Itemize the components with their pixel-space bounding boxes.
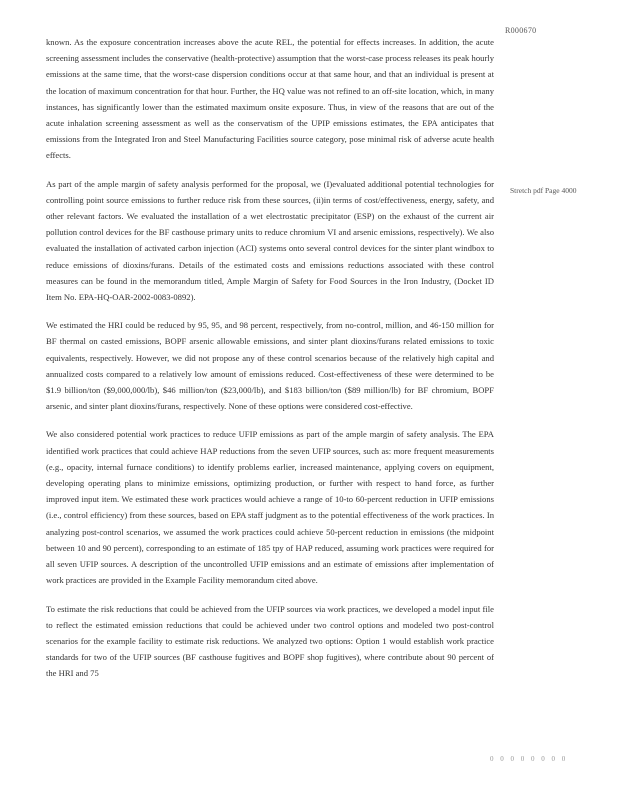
paragraph: We estimated the HRI could be reduced by 95, 95, and 98 percent, respectively, from no-control, million, and 46-150 million for BF thermal on casted emissions, BOPF arsenic allowable emissions, and sinter plant dioxins/furans related emissions to toxic equivalents, respectively. However, we did not propose any of these control scenarios because of the relatively high capital and annualized costs compared to a relatively low amount of emissions reduced. Cost-effectiveness of these were determined to be $1.9 billion/ton ($9,000,000/lb), $46 million/ton ($23,000/lb), and $183 billion/ton ($89 million/lb) for BF chromium, BOPF arsenic, and sinter plant dioxins/furans, respectively. None of these options were considered cost-effective. [46,320,494,412]
paragraph: To estimate the risk reductions that could be achieved from the UFIP sources via work practices, we developed a model input file to reflect the estimated emission reductions that could be achieved under two control options and modeled two post-control scenarios for the example facility to estimate risk reductions. We analyzed two options: Option 1 would establish work practice standards for two of the UFIP sources (BF casthouse fugitives and BOPF shop fugitives), where contribute about 90 percent of the HRI and 75 [46,603,494,679]
paragraph: As part of the ample margin of safety analysis performed for the proposal, we (I)evaluated additional potential technologies for controlling point source emissions to further reduce risk from these sources, (ii)in terms of cost/effectiveness, energy, safety, and other relevant factors. We evaluated the installation of a wet electrostatic precipitator (ESP) on the exhaust of the current air pollution control devices for the BF casthouse primary units to reduce chromium VI and arsenic emissions, respectively). We also evaluated the installation of activated carbon injection (ACI) systems onto several control devices for the sinter plant windbox to reduce emissions of dioxins/furans. Details of the estimated costs and emissions reductions associated with these control measures can be found in the memorandum titled, Ample Margin of Safety for Food Sources in the Iron Industry, (Docket ID Item No. EPA-HQ-OAR-2002-0083-0892). [46,178,494,303]
margin-annotation: Stretch pdf Page 4000 [510,186,577,195]
paragraph: known. As the exposure concentration increases above the acute REL, the potential for effects increases. In addition, the acute screening assessment includes the conservative (health-protective) assumption that the worst-case process releases its peak hourly emissions at the same time, that the worst-case dispersion conditions occur at that same hour, and that an individual is present at the location of maximum concentration for that hour. Further, the HQ value was not refined to an off-site location, which, in many instances, has significantly lower than the estimated maximum onsite exposure. Thus, in view of the reasons that are out of the acute inhalation screening assessment as well as the conservatism of the UPIP emissions estimates, the EPA anticipates that emissions from the Integrated Iron and Steel Manufacturing Facilities source category, pose minimal risk of adverse acute health effects. [46,37,494,161]
paragraph: We also considered potential work practices to reduce UFIP emissions as part of the ample margin of safety analysis. The EPA identified work practices that could achieve HAP reductions from the seven UFIP sources, such as: more frequent measurements (e.g., opacity, internal furnace conditions) to identify problems earlier, increased maintenance, applying covers on equipment, developing operating plans to minimize emissions, optimizing production, or further with respect to hand force, as further improved input item. We estimated these work practices would achieve a range of 10-to 60-percent reduction in UFIP emissions (i.e., control efficiency) from these sources, based on EPA staff judgment as to the potential effectiveness of the work practices. In analyzing post-control scenarios, we assumed the work practices could achieve 50-percent reduction in emissions (the midpoint between 10 and 90 percent), corresponding to an estimate of 185 tpy of HAP reduced, assuming work practices were required for all seven UFIP sources. A description of the uncontrolled UFIP emissions and an estimate of emissions after implementation of work practices are provided in the Example Facility memorandum cited above. [46,429,494,586]
document-id: R000670 [505,26,537,35]
document-body [46,34,494,694]
page-footer-mark: 0 0 0 0 0 0 0 0 [490,755,568,763]
